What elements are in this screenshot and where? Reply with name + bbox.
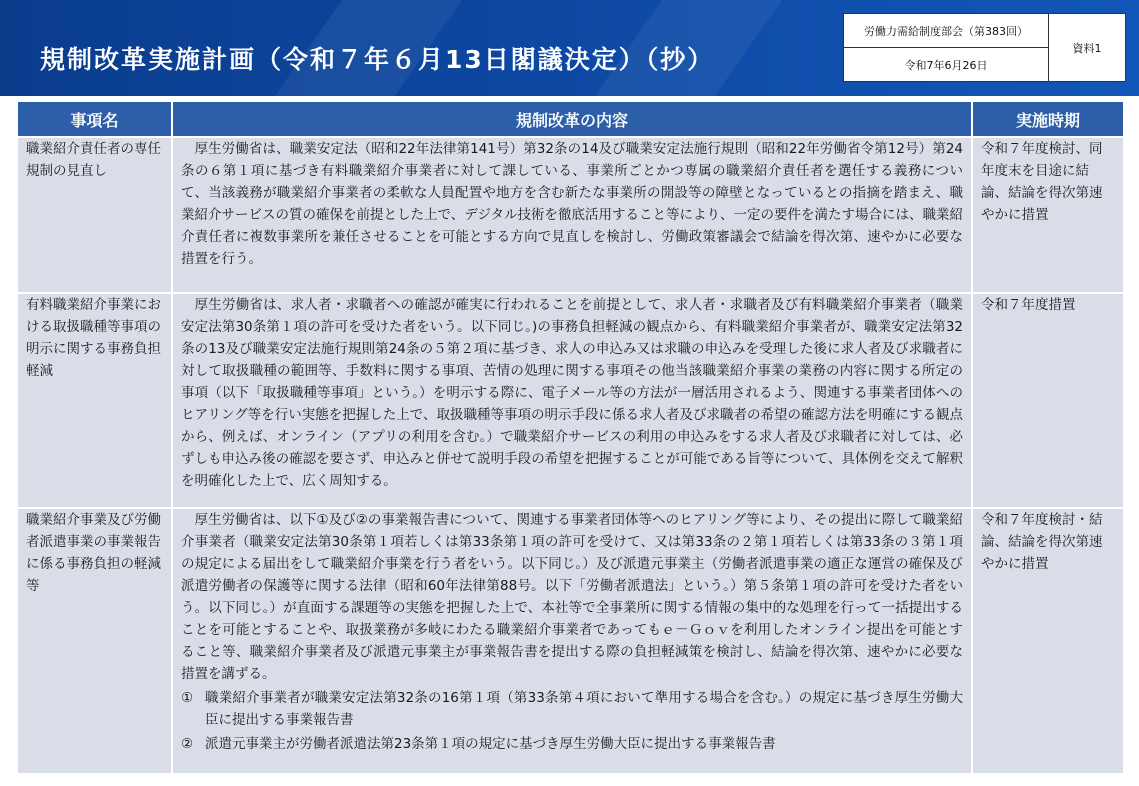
column-header-timing: 実施時期 — [972, 101, 1124, 137]
meeting-date: 令和7年6月26日 — [844, 48, 1049, 81]
column-header-item: 事項名 — [17, 101, 172, 137]
column-header-content: 規制改革の内容 — [172, 101, 972, 137]
sub-item-text: 派遣元事業主が労働者派遣法第23条第１項の規定に基づき厚生労働大臣に提出する事業報告書 — [205, 736, 776, 752]
row-item-name: 職業紹介責任者の専任規制の見直し — [17, 137, 172, 293]
sub-item — [181, 733, 963, 755]
document-meta-box — [843, 13, 1126, 82]
sub-item-number: ② — [181, 736, 194, 752]
document-number: 資料1 — [1072, 41, 1102, 55]
council-label: 労働力需給制度部会（第383回） — [844, 14, 1049, 48]
sub-item-text: 職業紹介事業者が職業安定法第32条の16第１項（第33条第４項において準用する場合を含む。）の規定に基づき厚生労働大臣に提出する事業報告書 — [205, 690, 963, 728]
header-banner — [0, 0, 1139, 96]
table-row — [17, 508, 1124, 774]
row-timing: 令和７年度検討・結論、結論を得次第速やかに措置 — [972, 508, 1124, 774]
row-content — [172, 508, 972, 774]
row-content: 厚生労働省は、求人者・求職者への確認が確実に行われることを前提として、求人者・求職者及び有料職業紹介事業者（職業安定法第30条第１項の許可を受けた者をいう。以下同じ。)の事務負担軽減の観点から、有料職業紹介事業者が、職業安定法第32条の13及び職業安定法施行規則第24条の５第２項に基づき、求人の申込み又は求職の申込みを受理した後に求人者及び求職者に対して取扱職種の範囲等、手数料に関する事項、苦情の処理に関する事項その他当該職業紹介事業の業務の内容に関する所定の事項（以下「取扱職種等事項」という。）を明示する際に、電子メール等の方法が一層活用されるよう、関連する事業者団体へのヒアリング等を行い実態を把握した上で、取扱職種等事項の明示手段に係る求人者及び求職者の希望の確認方法を明確にする観点から、例えば、オンライン（アプリの利用を含む。）で職業紹介サービスの利用の申込みをする求人者及び求職者に対しては、必ずしも申込み後の確認を要さず、申込みと併せて説明手段の希望を把握することが可能である旨等について、具体例を交えて解釈を明確化した上で、広く周知する。 — [172, 293, 972, 508]
page-title: 規制改革実施計画（令和７年６月13日閣議決定）（抄） — [40, 45, 715, 74]
table-row — [17, 137, 1124, 293]
row-timing: 令和７年度措置 — [972, 293, 1124, 508]
reform-plan-table — [16, 100, 1125, 775]
row-item-name: 有料職業紹介事業における取扱職種等事項の明示に関する事務負担軽減 — [17, 293, 172, 508]
table-row — [17, 293, 1124, 508]
row-content-text: 厚生労働省は、以下①及び②の事業報告書について、関連する事業者団体等へのヒアリング等により、その提出に際して職業紹介事業者（職業安定法第30条第１項若しくは第33条第１項の許可を受けて、又は第33条の２第１項若しくは第33条の３第１項の規定による届出をして職業紹介事業を行う者をいう。以下同じ。）及び派遣元事業主（労働者派遣事業の適正な運営の確保及び派遣労働者の保護等に関する法律（昭和60年法律第88号。以下「労働者派遣法」という。）第５条第１項の許可を受けた者をいう。以下同じ。）が直面する課題等の実態を把握した上で、本社等で全事業所に関する情報の集中的な処理を行って一括提出することを可能とすることや、取扱業務が多岐にわたる職業紹介事業者であってもｅ－Ｇｏｖを利用したオンライン提出を可能とすること等、職業紹介事業者及び派遣元事業主が事業報告書を提出する際の負担軽減策を検討し、結論を得次第、速やかに必要な措置を講ずる。 — [181, 512, 963, 682]
row-item-name: 職業紹介事業及び労働者派遣事業の事業報告に係る事務負担の軽減等 — [17, 508, 172, 774]
table-header-row — [17, 101, 1124, 137]
sub-item-number: ① — [181, 690, 194, 706]
row-content: 厚生労働省は、職業安定法（昭和22年法律第141号）第32条の14及び職業安定法施行規則（昭和22年労働省令第12号）第24条の６第１項に基づき有料職業紹介事業者に対して課している、事業所ごとかつ専属の職業紹介責任者を選任する義務について、当該義務が職業紹介事業者の柔軟な人員配置や地方を含む新たな事業所の開設等の障壁となっているとの指摘を踏まえ、職業紹介サービスの質の確保を前提とした上で、デジタル技術を徹底活用すること等により、一定の要件を満たす場合には、職業紹介責任者に複数事業所を兼任させることを可能とする方向で見直しを検討し、労働政策審議会で結論を得次第、速やかに必要な措置を行う。 — [172, 137, 972, 293]
sub-item — [181, 687, 963, 731]
row-timing: 令和７年度検討、同年度末を目途に結論、結論を得次第速やかに措置 — [972, 137, 1124, 293]
